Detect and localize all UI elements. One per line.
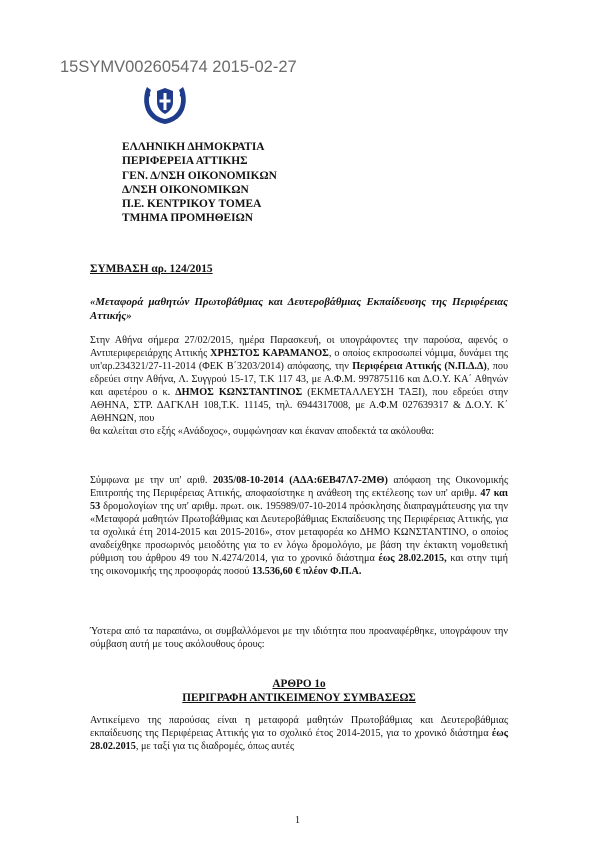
subject-description-paragraph — [90, 714, 508, 753]
terms-intro-paragraph: Ύστερα από τα παραπάνω, οι συμβαλλόμενοι με την ιδιότητα που προαναφέρθηκε, υπογράφουν την σύμβαση αυτή με τους ακόλουθους όρους: — [90, 626, 508, 650]
header-line: Π.Ε. ΚΕΝΤΡΙΚΟΥ ΤΟΜΕΑ — [122, 198, 262, 211]
article-title: ΠΕΡΙΓΡΑΦΗ ΑΝΤΙΚΕΙΜΕΝΟΥ ΣΥΜΒΑΣΕΩΣ — [182, 692, 416, 704]
para-text: , που εδρεύει στην Αθήνα, Λ. Συγγρού 15-17, Τ.Κ 117 43, με Α.Φ.Μ. 997875116 και Δ.Ο.Υ. ΚΑ΄ Αθηνών και αφετέρου ο κ. — [90, 361, 509, 398]
end-date: έως 28.02.2015, — [378, 553, 447, 564]
para-text: απόφαση της Οικονομικής Επιτροπής της Περιφέρειας Αττικής, αποφασίστηκε η ανάθεση της εκτέλεσης των υπ' αριθμ. — [90, 475, 508, 499]
route-numbers: 47 και 53 — [90, 488, 508, 512]
header-line: ΕΛΛΗΝΙΚΗ ΔΗΜΟΚΡΑΤΙΑ — [122, 141, 265, 153]
para-text: δρομολογίων της υπ' αριθμ. πρωτ. οικ. 195989/07-10-2014 πρόσκλησης διαπραγμάτευσης για την «Μεταφορά μαθητών Πρωτοβάθμιας και Δευτεροβάθμιας Εκπαίδευσης της Περιφέρειας Αττικής, για τα σχολικά έτη 2014-2015 και 2015-2016», στον μεταφορέα κο ΔΗΜΟ ΚΩΝΣΤΑΝΤΙΝΟ, ο οποίος αναδείχθηκε προσωρινός μειοδότης για το εν λόγω δρομολόγιο, με βάση την έκτακτη νομοθετική ρύθμιση του άρθρου 49 του Ν.4274/2014, για το χρονικό διάστημα — [90, 501, 508, 564]
para-text: , με ταξί για τις διαδρομές, όπως αυτές — [135, 741, 295, 752]
article-label: ΑΡΘΡΟ 1ο — [272, 678, 326, 690]
para-text: (ΕΚΜΕΤΑΛΛΕΥΣΗ ΤΑΞΙ), που εδρεύει στην ΑΘΗΝΑ, ΣΤΡ. ΔΑΓΚΛΗ 108,Τ.Κ. 11145, τηλ. 6944317008, με Α.Φ.Μ 027639317 & Δ.Ο.Υ. Κ΄ ΑΘΗΝΩΝ, που — [90, 387, 508, 424]
decision-reference: 2035/08-10-2014 (ΑΔΑ:6ΕΒ47Λ7-2ΜΘ) — [213, 475, 388, 486]
para-text: Αντικείμενο της παρούσας είναι η μεταφορά μαθητών Πρωτοβάθμιας και Δευτεροβάθμιας εκπαίδευσης της Περιφέρειας Αττικής για το σχολικό έτος 2014-2015, για το χρονικό διάστημα — [90, 715, 508, 739]
article-heading — [90, 677, 508, 705]
contractor-name: ΔΗΜΟΣ ΚΩΝΣΤΑΝΤΙΝΟΣ — [175, 387, 303, 398]
header-line: ΓΕΝ. Δ/ΝΣΗ ΟΙΚΟΝΟΜΙΚΩΝ — [122, 169, 277, 182]
header-line: Δ/ΝΣΗ ΟΙΚΟΝΟΜΙΚΩΝ — [122, 183, 249, 196]
page-number: 1 — [295, 815, 300, 826]
end-date: έως 28.02.2015 — [90, 728, 508, 752]
contract-subject: «Μεταφορά μαθητών Πρωτοβάθμιας και Δευτεροβάθμιας Εκπαίδευσης της Περιφέρειας Αττικής» — [90, 296, 508, 322]
para-text: Σύμφωνα με την υπ' αριθ. — [90, 475, 213, 486]
header-line: ΠΕΡΙΦΕΡΕΙΑ ΑΤΤΙΚΗΣ — [122, 155, 248, 168]
organization-name: Περιφέρεια Αττικής (Ν.Π.Δ.Δ) — [352, 361, 487, 372]
contract-amount: 13.536,60 € πλέον Φ.Π.Α. — [252, 566, 362, 577]
document-watermark: 15SYMV002605474 2015-02-27 — [60, 58, 297, 76]
para-text: Στην Αθήνα σήμερα 27/02/2015, ημέρα Παρασκευή, οι υπογράφοντες την παρούσα, αφενός ο Αντιπεριφερειάρχης Αττικής — [90, 335, 508, 359]
para-text: θα καλείται στο εξής «Ανάδοχος», συμφώνησαν και έκαναν αποδεκτά τα ακόλουθα: — [90, 426, 435, 437]
issuing-authority-header — [122, 140, 277, 226]
signatory-name: ΧΡΗΣΤΟΣ ΚΑΡΑΜΑΝΟΣ — [210, 348, 329, 359]
decision-paragraph — [90, 474, 508, 578]
greek-coat-of-arms-icon — [138, 75, 192, 129]
para-text: και στην τιμή της οικονομικής της προσφοράς ποσού — [90, 553, 508, 577]
contract-title: ΣΥΜΒΑΣΗ αρ. 124/2015 — [90, 263, 213, 275]
parties-paragraph — [90, 334, 508, 438]
header-line: ΤΜΗΜΑ ΠΡΟΜΗΘΕΙΩΝ — [122, 212, 253, 225]
para-text: , ο οποίος εκπροσωπεί νόμιμα, δυνάμει της υπ'αρ.234321/27-11-2014 (ΦΕΚ Β΄3203/2014) απόφασης, την — [90, 348, 508, 372]
